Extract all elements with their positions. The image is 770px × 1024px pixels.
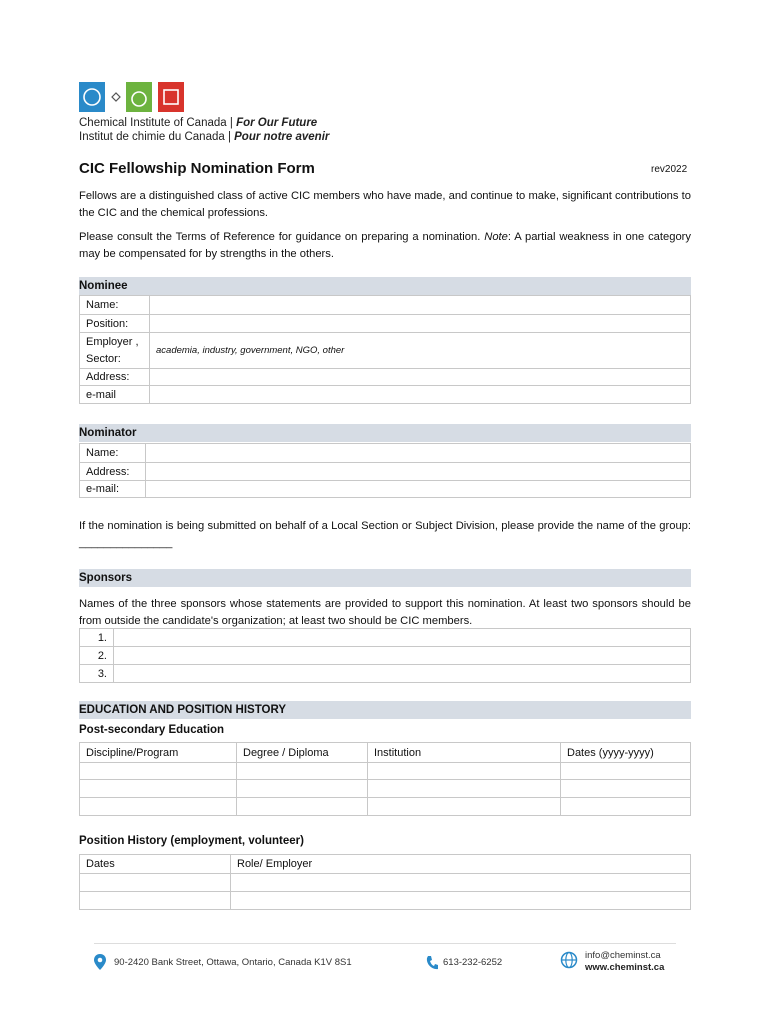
logo-line-fr: Institut de chimie du Canada | Pour notre avenir [79,131,330,143]
nominee-email-field[interactable] [150,386,691,404]
education-cell[interactable] [237,798,368,816]
nominee-position-label: Position: [80,315,150,333]
footer-email[interactable]: info@cheminst.ca [585,950,661,961]
group-name-blank[interactable]: _______________ [79,537,173,549]
positions-table [79,854,691,910]
location-pin-icon [93,953,107,976]
nominator-address-label: Address: [80,463,146,481]
education-cell[interactable] [368,763,561,780]
nominee-name-label: Name: [80,296,150,315]
nominator-heading: Nominator [79,424,691,442]
nominee-name-field[interactable] [150,296,691,315]
guidance-paragraph: Please consult the Terms of Reference for guidance on preparing a nomination. Note: A partial weakness in one category may be compensated for by strengths in the others. [79,231,691,260]
education-cell[interactable] [368,798,561,816]
footer-address: 90-2420 Bank Street, Ottawa, Ontario, Canada K1V 8S1 [114,957,352,968]
education-table [79,742,691,816]
cic-logo [79,80,189,114]
footer-phone: 613-232-6252 [443,957,503,968]
sponsors-paragraph: Names of the three sponsors whose statements are provided to support this nomination. At least two sponsors should be from outside the candidate's organization; at least two should be CIC members. [79,598,691,627]
nominator-table [79,443,691,498]
education-cell[interactable] [561,798,691,816]
sponsors-table [79,628,691,683]
nominator-name-field[interactable] [146,444,691,463]
nominator-name-label: Name: [80,444,146,463]
form-title: CIC Fellowship Nomination Form [79,160,315,177]
positions-cell[interactable] [80,874,231,892]
sponsor-2-label: 2. [80,647,114,665]
education-cell[interactable] [80,763,237,780]
nominator-address-field[interactable] [146,463,691,481]
nominee-employer-field[interactable]: academia, industry, government, NGO, other [150,333,691,369]
sponsor-1-label: 1. [80,629,114,647]
revision-label: rev2022 [651,164,688,175]
education-cell[interactable] [237,780,368,798]
education-col-discipline: Discipline/Program [80,743,237,763]
education-cell[interactable] [368,780,561,798]
positions-cell[interactable] [231,874,691,892]
education-heading: EDUCATION AND POSITION HISTORY [79,701,691,719]
globe-icon [560,951,578,974]
footer-divider [94,943,676,944]
education-col-institution: Institution [368,743,561,763]
education-cell[interactable] [80,798,237,816]
phone-icon [425,955,439,976]
education-cell[interactable] [80,780,237,798]
nominee-table [79,295,691,404]
positions-cell[interactable] [231,892,691,910]
nominator-email-field[interactable] [146,481,691,498]
intro-paragraph: Fellows are a distinguished class of active CIC members who have made, and continue to make, significant contributions to the CIC and the chemical professions. [79,190,691,219]
nominee-heading: Nominee [79,277,691,295]
positions-col-dates: Dates [80,855,231,874]
nominee-address-label: Address: [80,369,150,386]
nominee-employer-label: Employer , Sector: [80,333,150,369]
education-col-degree: Degree / Diploma [237,743,368,763]
nominee-address-field[interactable] [150,369,691,386]
nominee-position-field[interactable] [150,315,691,333]
education-col-dates: Dates (yyyy-yyyy) [561,743,691,763]
education-cell[interactable] [561,780,691,798]
group-request-paragraph: If the nomination is being submitted on behalf of a Local Section or Subject Division, please provide the name of the group: _______________ [79,520,691,549]
nominator-email-label: e-mail: [80,481,146,498]
education-cell[interactable] [237,763,368,780]
sponsor-1-field[interactable] [114,629,691,647]
sponsor-2-field[interactable] [114,647,691,665]
sponsors-heading: Sponsors [79,569,691,587]
positions-subheading: Position History (employment, volunteer) [79,835,304,847]
sponsor-3-label: 3. [80,665,114,683]
logo-mark-icon [79,80,189,114]
nominee-email-label: e-mail [80,386,150,404]
positions-col-role: Role/ Employer [231,855,691,874]
education-subheading: Post-secondary Education [79,724,225,736]
education-cell[interactable] [561,763,691,780]
logo-line-en: Chemical Institute of Canada | For Our Future [79,117,318,129]
positions-cell[interactable] [80,892,231,910]
sponsor-3-field[interactable] [114,665,691,683]
footer-website[interactable]: www.cheminst.ca [585,962,665,973]
